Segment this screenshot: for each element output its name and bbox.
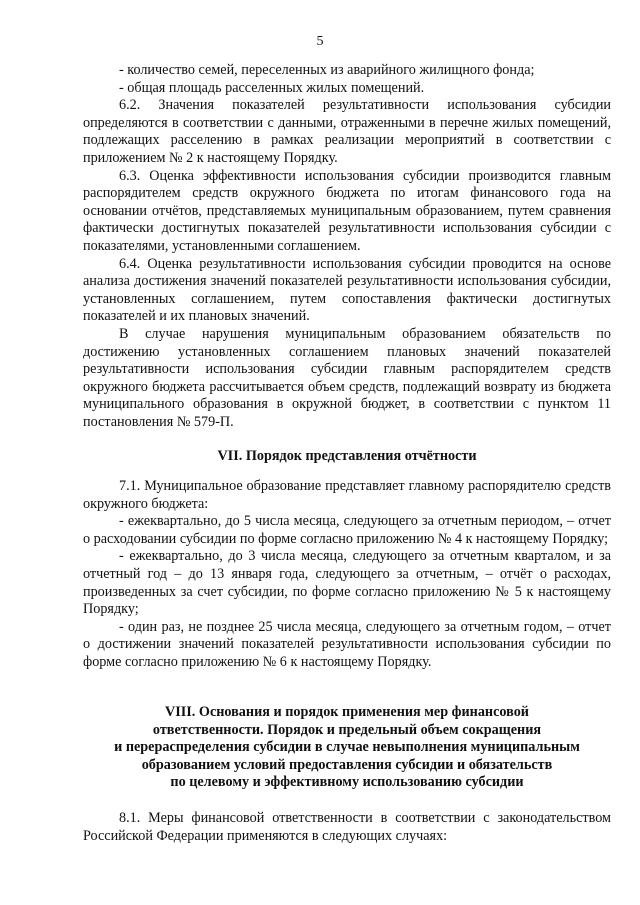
paragraph-8-1: 8.1. Меры финансовой ответственности в соответствии с законодательством Российской Федерации применяются в следующих случаях: <box>83 810 611 844</box>
section-8-heading-line: образованием условий предоставления субсидии и обязательств <box>141 756 553 773</box>
paragraph-6-2: 6.2. Значения показателей результативности использования субсидии определяются в соответствии с данными, отраженными в перечне жилых помещений, подлежащих расселению в рамках реализации мероприятий в соответствии с приложением № 2 к настоящему Порядку. <box>83 97 611 166</box>
paragraph-7-1: 7.1. Муниципальное образование представляет главному распорядителю средств окружного бюджета: <box>83 478 611 512</box>
report-item-quarterly-expenses: - ежеквартально, до 3 числа месяца, следующего за отчетным кварталом, и за отчетный год – до 13 января года, следующего за отчетным, – отчёт о расходах, произведенных за счет субсидии, по форме согласно приложению № 5 к настоящему Порядку; <box>83 548 611 618</box>
paragraph-violation: В случае нарушения муниципальным образованием обязательств по достижению установленных соглашением плановых значений показателей результативности использования субсидии главным распорядителем средств окружного бюджета рассчитывается объем средств, подлежащий возврату из бюджета муниципального образования в окружной бюджет, в соответствии с пунктом 11 постановления № 579-П. <box>83 325 611 430</box>
section-8-body <box>83 810 611 845</box>
paragraph-6-4: 6.4. Оценка результативности использования субсидии проводится на основе анализа достижения значений показателей результативности использования субсидии, установленных соглашением, путем сопоставления фактически достигнутых показателей и их плановых значений. <box>83 255 611 325</box>
section-8-heading-line: VIII. Основания и порядок применения мер финансовой <box>165 704 529 720</box>
section-8-heading-line: ответственности. Порядок и предельный объем сокращения <box>152 721 542 738</box>
report-item-quarterly-spending: - ежеквартально, до 5 числа месяца, следующего за отчетным периодом, – отчет о расходовании субсидии по форме согласно приложению № 4 к настоящему Порядку; <box>83 513 611 547</box>
section-6-continuation <box>83 62 611 431</box>
bullet-area-resettled: - общая площадь расселенных жилых помещений. <box>119 79 425 96</box>
report-item-annual-indicators: - один раз, не позднее 25 числа месяца, следующего за отчетным годом, – отчет о достижении значений показателей результативности использования субсидии по форме согласно приложению № 6 к настоящему Порядку. <box>83 618 611 670</box>
section-8-heading-line: и перераспределения субсидии в случае невыполнения муниципальным <box>114 739 580 756</box>
bullet-families-resettled: - количество семей, переселенных из аварийного жилищного фонда; <box>119 62 535 78</box>
section-8-heading <box>83 704 611 792</box>
section-7-body <box>83 478 611 672</box>
section-7-heading: VII. Порядок представления отчётности <box>217 448 477 464</box>
section-8-heading-line: по целевому и эффективному использованию субсидии <box>170 774 524 791</box>
page-number: 5 <box>316 34 324 49</box>
paragraph-6-3: 6.3. Оценка эффективности использования субсидии производится главным распорядителем средств окружного бюджета по итогам финансового года на основании отчётов, представляемых муниципальным образованием, путем сравнения фактически достигнутых показателей результативности использования субсидии с показателями, установленными соглашением. <box>83 167 611 254</box>
